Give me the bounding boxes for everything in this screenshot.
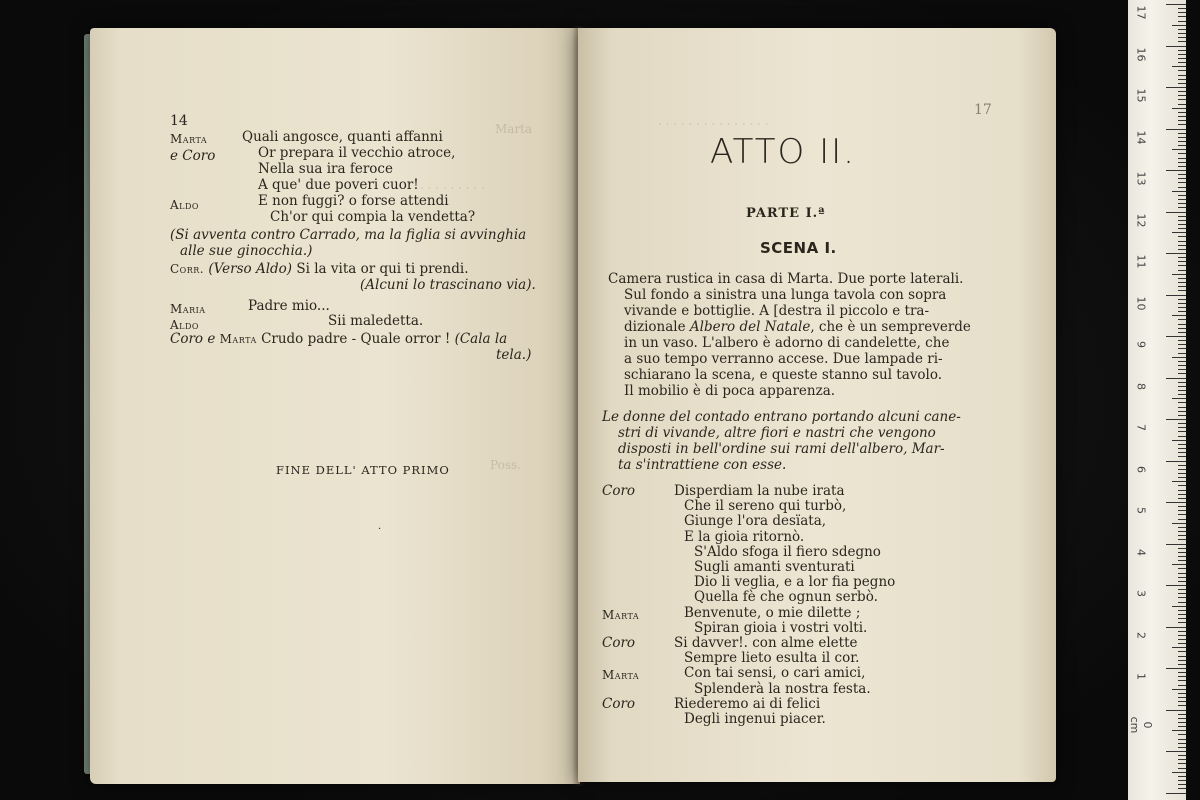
ruler-tick <box>1178 788 1186 789</box>
ruler-tick <box>1178 618 1186 619</box>
ruler-tick <box>1178 784 1186 785</box>
ruler-tick <box>1178 622 1186 623</box>
ruler-tick <box>1166 170 1186 171</box>
inline-direction: (Cala la <box>454 331 508 347</box>
ruler-tick <box>1178 602 1186 603</box>
ruler-tick <box>1178 187 1186 188</box>
right-page: . . . . . . . . . . . . . . . 17 ATTO II. PARTE I.ª SCENA I. Camera rustica in casa di Marta. Due porte laterali. Sul fondo a sinistra una lunga tavola con sopra vivande e bottiglie. A [destra il piccolo e tra- dizionale Albero del Natale, che è un sempreverde in un vaso. L'albero è adorno di candelette, che a suo tempo verranno accese. Due lampade ri- schiarano la scena, e queste stanno sul tavolo. Il mobilio è di poca apparenza. Le donne del contado entrano portando alcuni cane- stri di vivande, altre fiori e nastri che vengono disposti in bell'ordine sui rami dell'albero, Mar- ta s'intrattiene con esse. Coro Disperdiam la nube irata Che il sereno qui turbò, Giunge l'ora desïata, E la gioia ritornò. S'Aldo sfoga il fiero sdegno Sugli amanti sventurati Dio li veglia, e a lor fia pegno Quella fè che ognun serbò. Marta Benvenute, o mie dilette ; Spiran gioia i vostri volti. Coro Si davver!. con alme elette Sempre lieto esulta il cor. Marta Con tai sensi, o cari amici, Splenderà la nostra festa. Coro Riederemo ai di felici Degli ingenui piacer. <box>578 28 1056 782</box>
act-end-label: FINE DELL' ATTO PRIMO <box>276 463 450 477</box>
ruler-tick <box>1178 29 1186 30</box>
ruler-tick <box>1178 672 1186 673</box>
ruler-tick <box>1178 685 1186 686</box>
corner-page-number: 17 <box>974 102 992 118</box>
verse-line: Sii maledetta. <box>328 313 424 329</box>
ruler-tick <box>1178 469 1186 470</box>
ruler-tick <box>1178 519 1186 520</box>
ruler-tick <box>1178 693 1186 694</box>
scene-description-line: in un vaso. L'albero è adorno di candelette, che <box>624 335 950 351</box>
ruler-tick <box>1178 697 1186 698</box>
ruler-tick <box>1178 182 1186 183</box>
ruler-tick <box>1178 589 1186 590</box>
ruler-tick <box>1178 21 1186 22</box>
ruler-label: 12 <box>1134 213 1148 227</box>
ruler-tick <box>1178 390 1186 391</box>
ruler-tick <box>1178 203 1186 204</box>
ruler-tick <box>1178 415 1186 416</box>
ruler-tick <box>1178 448 1186 449</box>
verse-line: Quella fè che ognun serbò. <box>694 589 878 606</box>
verse-line: Padre mio... <box>248 298 330 314</box>
stage-direction: (Si avventa contro Carrado, ma la figlia si avvinghia <box>170 227 527 243</box>
ruler-tick <box>1178 286 1186 287</box>
verse-line: Sugli amanti sventurati <box>694 559 855 575</box>
ruler-tick <box>1178 37 1186 38</box>
inline-direction: (Verso Aldo) <box>208 261 293 277</box>
stage-direction: alle sue ginocchia.) <box>180 243 313 259</box>
ruler-tick <box>1178 41 1186 42</box>
speaker-label: Coro <box>170 331 204 347</box>
ruler-tick <box>1166 46 1186 47</box>
ruler-tick <box>1178 473 1186 474</box>
ruler-tick <box>1178 423 1186 424</box>
ruler-tick <box>1178 162 1186 163</box>
speaker-label: e Coro <box>170 148 216 164</box>
ruler-tick <box>1178 747 1186 748</box>
ruler-tick <box>1178 104 1186 105</box>
ruler-tick <box>1178 610 1186 611</box>
ruler-tick <box>1166 502 1186 503</box>
ruler-tick <box>1178 70 1186 71</box>
ruler-tick <box>1172 357 1186 358</box>
ruler-tick <box>1178 726 1186 727</box>
ruler-tick <box>1178 79 1186 80</box>
ruler-tick <box>1178 220 1186 221</box>
open-book <box>82 22 1067 792</box>
ruler-label: 16 <box>1134 47 1148 61</box>
ruler-tick <box>1178 581 1186 582</box>
verse-line: Giunge l'ora desïata, <box>684 513 827 530</box>
ruler-tick <box>1172 191 1186 192</box>
ruler-tick <box>1172 523 1186 524</box>
verse-line: Disperdiam la nube irata <box>674 483 845 499</box>
ruler-tick <box>1178 664 1186 665</box>
ruler-tick <box>1172 606 1186 607</box>
verse-line: Che il sereno qui turbò, <box>684 498 847 515</box>
ruler-tick <box>1178 631 1186 632</box>
ruler-tick <box>1178 95 1186 96</box>
ruler-tick <box>1178 635 1186 636</box>
ruler-tick <box>1178 307 1186 308</box>
ruler-tick <box>1166 751 1186 752</box>
part-heading: PARTE I.ª <box>746 206 826 221</box>
stage-direction: ta s'intrattiene con esse. <box>618 457 787 473</box>
ruler-tick <box>1178 444 1186 445</box>
verse-line: Splenderà la nostra festa. <box>694 680 871 697</box>
ruler-tick <box>1172 66 1186 67</box>
ruler-tick <box>1178 411 1186 412</box>
ruler-label: 9 <box>1134 341 1148 348</box>
ruler-tick <box>1178 50 1186 51</box>
ruler-tick <box>1178 124 1186 125</box>
ruler-tick <box>1178 120 1186 121</box>
ruler-tick <box>1178 431 1186 432</box>
verse-line: Riederemo ai di felici <box>674 695 821 712</box>
speaker-label: Coro <box>602 483 636 499</box>
act-heading: ATTO II. <box>710 132 856 172</box>
verse-line: Benvenute, o mie dilette ; <box>684 604 861 621</box>
ruler-tick <box>1178 91 1186 92</box>
scene-description-line: Sul fondo a sinistra una lunga tavola con sopra <box>624 287 947 303</box>
verse-line: Dio li veglia, e a lor fia pegno <box>694 574 896 591</box>
ruler-tick <box>1178 763 1186 764</box>
ruler-tick <box>1178 373 1186 374</box>
ruler-tick <box>1178 705 1186 706</box>
speaker-label: Aldo <box>170 198 199 212</box>
verse-line: Degli ingenui piacer. <box>684 711 826 727</box>
ruler-tick <box>1178 303 1186 304</box>
ruler-tick <box>1178 207 1186 208</box>
ruler-label: 13 <box>1134 171 1148 186</box>
stage-direction: tela.) <box>496 347 532 363</box>
ruler-label: 8 <box>1134 382 1148 390</box>
ruler-tick <box>1178 340 1186 341</box>
ruler-tick <box>1178 560 1186 561</box>
ruler-tick <box>1178 224 1186 225</box>
ruler-tick <box>1178 660 1186 661</box>
ruler-tick <box>1178 16 1186 17</box>
verse-line: Quali angosce, quanti affanni <box>242 129 443 145</box>
ruler-tick <box>1178 722 1186 723</box>
verse-line: A que' due poveri cuor! <box>258 177 419 193</box>
ruler-label: 14 <box>1134 130 1148 144</box>
ruler-tick <box>1178 614 1186 615</box>
ruler-tick <box>1178 241 1186 242</box>
ruler-tick <box>1178 141 1186 142</box>
ruler-tick <box>1178 112 1186 113</box>
ruler-tick <box>1178 477 1186 478</box>
ruler-tick <box>1172 232 1186 233</box>
ruler-tick <box>1178 577 1186 578</box>
ruler-tick <box>1166 336 1186 337</box>
ruler-tick <box>1166 212 1186 213</box>
ruler-tick <box>1178 456 1186 457</box>
ruler-tick <box>1178 133 1186 134</box>
ruler-tick <box>1178 743 1186 744</box>
ruler-tick <box>1178 369 1186 370</box>
ruler-tick <box>1178 780 1186 781</box>
ruler-tick <box>1178 539 1186 540</box>
scene-heading: SCENA I. <box>760 239 837 257</box>
ruler-tick <box>1178 54 1186 55</box>
verse-line: Nella sua ira feroce <box>258 161 393 177</box>
ruler-tick <box>1178 498 1186 499</box>
ruler-label: 7 <box>1134 424 1148 431</box>
ruler-tick <box>1166 544 1186 545</box>
ruler-tick <box>1178 158 1186 159</box>
ruler-tick <box>1178 83 1186 84</box>
ruler-tick <box>1178 776 1186 777</box>
speaker-label: Marta <box>602 607 640 622</box>
printer-dot: · <box>378 524 382 535</box>
ruler-tick <box>1178 166 1186 167</box>
ruler-tick <box>1178 427 1186 428</box>
ruler-tick <box>1172 149 1186 150</box>
ruler-tick <box>1178 514 1186 515</box>
ruler-tick <box>1178 510 1186 511</box>
ruler-tick <box>1178 531 1186 532</box>
page-number: 14 <box>170 113 188 129</box>
ruler-tick <box>1178 361 1186 362</box>
verse-text: Crudo padre - Quale orror ! <box>261 331 451 347</box>
ruler-tick <box>1178 701 1186 702</box>
ruler-tick <box>1178 568 1186 569</box>
ruler-tick <box>1166 295 1186 296</box>
ruler-tick <box>1166 4 1186 5</box>
ruler-tick <box>1178 249 1186 250</box>
stage-direction: stri di vivande, altre fiori e nastri che vengono <box>618 425 936 441</box>
ruler-tick <box>1178 759 1186 760</box>
ruler-tick <box>1172 108 1186 109</box>
ruler-tick <box>1178 174 1186 175</box>
ruler-tick <box>1172 564 1186 565</box>
ruler-tick <box>1172 274 1186 275</box>
ruler-tick <box>1178 365 1186 366</box>
verse-line: S'Aldo sfoga il fiero sdegno <box>694 543 881 560</box>
ruler-tick <box>1178 485 1186 486</box>
verse-line: Ch'or qui compia la vendetta? <box>270 209 476 225</box>
speaker-label: Maria <box>170 302 206 316</box>
speaker-label: Marta <box>170 132 208 146</box>
ruler-tick <box>1178 278 1186 279</box>
verse-line: Si davver!. con alme elette <box>674 635 858 651</box>
ruler-tick <box>1178 145 1186 146</box>
ruler-tick <box>1178 402 1186 403</box>
verse-line: Or prepara il vecchio atroce, <box>258 145 456 161</box>
ruler-tick <box>1178 290 1186 291</box>
ruler-tick <box>1178 718 1186 719</box>
ruler-label: 4 <box>1134 548 1148 556</box>
verse-text: Si la vita or qui ti prendi. <box>296 261 469 277</box>
ruler-tick <box>1178 436 1186 437</box>
ruler-tick <box>1178 236 1186 237</box>
albero-italic: Albero del Natale <box>689 319 811 335</box>
ruler-tick <box>1178 137 1186 138</box>
ruler-tick <box>1178 99 1186 100</box>
ruler-tick <box>1178 257 1186 258</box>
speaker-join: e <box>207 331 216 347</box>
speaker-label: Marta <box>602 668 640 683</box>
stage-direction: Le donne del contado entrano portando alcuni cane- <box>602 409 961 425</box>
ruler-label: 5 <box>1134 507 1148 514</box>
ruler-tick <box>1178 680 1186 681</box>
ruler-tick <box>1178 394 1186 395</box>
ruler-tick <box>1178 639 1186 640</box>
ruler-tick <box>1178 8 1186 9</box>
ruler-tick <box>1178 261 1186 262</box>
ruler-tick <box>1178 643 1186 644</box>
ruler-tick <box>1172 647 1186 648</box>
ruler-tick <box>1178 216 1186 217</box>
ruler-tick <box>1178 465 1186 466</box>
ruler-tick <box>1178 328 1186 329</box>
ruler-tick <box>1166 793 1186 794</box>
ruler-label: 15 <box>1134 88 1148 103</box>
ruler-tick <box>1172 481 1186 482</box>
ruler-tick <box>1178 116 1186 117</box>
stage-direction: disposti in bell'ordine sui rami dell'albero, Mar- <box>618 441 945 457</box>
ruler-tick <box>1178 714 1186 715</box>
verse-line: Sempre lieto esulta il cor. <box>684 650 860 667</box>
ruler-tick <box>1172 440 1186 441</box>
ruler-tick <box>1178 552 1186 553</box>
ruler-tick <box>1178 535 1186 536</box>
corr-line <box>170 261 468 277</box>
ruler-tick <box>1178 676 1186 677</box>
ruler-tick <box>1178 755 1186 756</box>
ruler-tick <box>1178 299 1186 300</box>
ruler-tick <box>1166 668 1186 669</box>
ruler-tick <box>1166 253 1186 254</box>
scene-description-line: dizionale Albero del Natale, che è un sempreverde <box>624 319 971 335</box>
ruler-label: 3 <box>1134 590 1148 597</box>
ruler-tick <box>1178 33 1186 34</box>
verse-line: E la gioia ritornò. <box>684 528 805 545</box>
ruler-tick <box>1178 573 1186 574</box>
ruler-tick <box>1178 62 1186 63</box>
ruler-tick <box>1178 324 1186 325</box>
ruler-label: 1 <box>1134 673 1148 680</box>
ruler-tick <box>1178 12 1186 13</box>
scene-description-line: schiarano la scena, e queste stanno sul tavolo. <box>624 367 943 383</box>
ruler-tick <box>1178 593 1186 594</box>
measuring-ruler <box>1128 0 1186 800</box>
speaker-label: Marta <box>219 332 257 346</box>
ruler-tick <box>1166 87 1186 88</box>
ruler-tick <box>1178 386 1186 387</box>
ruler-tick <box>1178 311 1186 312</box>
ruler-tick <box>1178 768 1186 769</box>
ruler-tick <box>1178 597 1186 598</box>
ruler-tick <box>1178 651 1186 652</box>
ruler-tick <box>1178 548 1186 549</box>
scene-description-line: Il mobilio è di poca apparenza. <box>624 383 836 399</box>
ruler-tick <box>1178 228 1186 229</box>
ruler-tick <box>1166 627 1186 628</box>
ruler-tick <box>1178 178 1186 179</box>
ruler-tick <box>1178 75 1186 76</box>
ruler-tick <box>1172 398 1186 399</box>
ruler-tick <box>1178 199 1186 200</box>
ruler-tick <box>1172 730 1186 731</box>
ruler-tick <box>1178 58 1186 59</box>
ruler-tick <box>1178 195 1186 196</box>
stage-direction: (Alcuni lo trascinano via). <box>360 277 536 293</box>
ruler-tick <box>1166 419 1186 420</box>
ruler-tick <box>1178 506 1186 507</box>
ruler-tick <box>1178 353 1186 354</box>
ruler-tick <box>1166 585 1186 586</box>
speaker-label: Aldo <box>170 318 199 332</box>
ruler-tick <box>1172 315 1186 316</box>
final-line <box>170 331 507 347</box>
verse-line: Con tai sensi, o cari amici, <box>684 665 866 682</box>
ruler-label: 6 <box>1134 465 1148 473</box>
ruler-tick <box>1178 656 1186 657</box>
ruler-tick <box>1166 129 1186 130</box>
left-page: Marta . . . . . . . . . Poss. 14 Marta Quali angosce, quanti affanni e Coro Or prepara il vecchio atroce, Nella sua ira feroce A que' due poveri cuor! Aldo E non fuggi? o forse attendi Ch'or qui compia la vendetta? (Si avventa contro Carrado, ma la figlia si avvinghia alle sue ginocchia.) Corr. (Verso Aldo) Si la vita or qui ti prendi. (Alcuni lo trascinano via). Maria Padre mio... Aldo Sii maledetta. Coro e Marta Crudo padre - Quale orror ! (Cala la tela.) FINE DELL' ATTO PRIMO · <box>90 28 580 784</box>
ruler-tick <box>1178 153 1186 154</box>
ruler-tick <box>1178 556 1186 557</box>
ruler-tick <box>1172 772 1186 773</box>
scene-description-line: Camera rustica in casa di Marta. Due porte laterali. <box>608 271 964 287</box>
ruler-tick <box>1178 270 1186 271</box>
scene-description-line: a suo tempo verranno accese. Due lampade ri- <box>624 351 943 367</box>
ruler-label: 2 <box>1134 631 1148 639</box>
ruler-tick <box>1178 407 1186 408</box>
ruler-label: 11 <box>1134 254 1148 269</box>
ruler-tick <box>1178 245 1186 246</box>
ruler-tick <box>1178 344 1186 345</box>
ruler-tick <box>1178 527 1186 528</box>
scene-description-line: vivande e bottiglie. A [destra il piccolo e tra- <box>624 303 930 319</box>
ruler-tick <box>1166 461 1186 462</box>
ruler-tick <box>1172 25 1186 26</box>
ruler-label: 0 cm <box>1128 716 1154 733</box>
speaker-label: Corr. <box>170 262 205 276</box>
ruler-tick <box>1166 710 1186 711</box>
ruler-tick <box>1178 490 1186 491</box>
ruler-tick <box>1178 265 1186 266</box>
ruler-label: 17 <box>1134 5 1148 20</box>
ruler-tick <box>1178 319 1186 320</box>
ruler-tick <box>1178 739 1186 740</box>
verse-line: Spiran gioia i vostri volti. <box>694 619 868 636</box>
speaker-label: Coro <box>602 635 636 651</box>
ruler-tick <box>1178 494 1186 495</box>
verse-line: E non fuggi? o forse attendi <box>258 193 449 209</box>
ruler-tick <box>1172 689 1186 690</box>
ruler-tick <box>1178 348 1186 349</box>
ruler-tick <box>1178 282 1186 283</box>
ruler-tick <box>1178 332 1186 333</box>
ruler-tick <box>1178 382 1186 383</box>
ruler-tick <box>1166 378 1186 379</box>
ruler-tick <box>1178 452 1186 453</box>
ruler-tick <box>1178 734 1186 735</box>
ruler-label: 10 <box>1134 296 1148 310</box>
speaker-label: Coro <box>602 695 636 712</box>
